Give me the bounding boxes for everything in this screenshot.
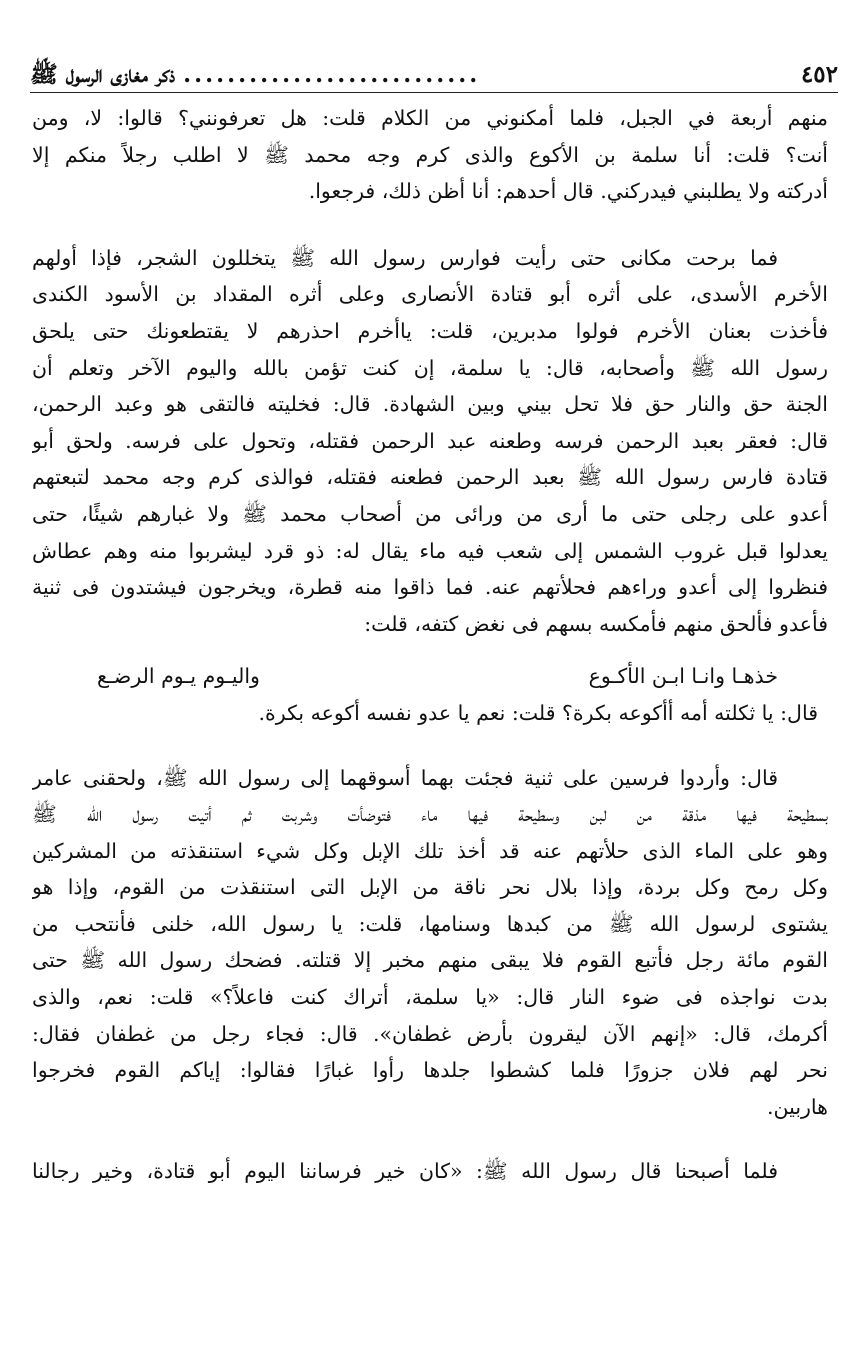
post-verse-line: قال: يا ثكلته أمه أأكوعه بكرة؟ قلت: نعم يا عدو نفسه أكوعه بكرة. (258, 700, 818, 725)
text-line: أنت؟ قلت: أنا سلمة بن الأكوع والذى كرم وجه محمد ﷺ لا اطلب رجلاً منكم إلا (32, 142, 828, 167)
text-line: فلما أصبحنا قال رسول الله ﷺ: «كان خير فرساننا اليوم أبو قتادة، وخير رجالنا (32, 1159, 778, 1184)
text-line: أدركته ولا يطلبني فيدركني. قال أحدهم: أنا أظن ذلك، فرجعوا. (308, 179, 828, 204)
text-line: قتادة فارس رسول الله ﷺ بعبد الرحمن فطعنه فقتله، فوالذى كرم وجه محمد لتبعتهم (32, 465, 828, 490)
running-header (30, 52, 838, 93)
text-line: وهو على الماء الذى حلأتهم عنه قد أخذ تلك الإبل وكل شيء استنقذته من المشركين (32, 838, 828, 863)
text-line: فأخذت بعنان الأخرم فولوا مدبرين، قلت: ياأخرم احذرهم لا يقتطعونك حتى يلحق (32, 318, 828, 343)
paragraph-3 (32, 760, 828, 1126)
text-line: يعدلوا قبل غروب الشمس إلى شعب فيه ماء يقال له: ذو قرد ليشربوا منه وهم عطاش (32, 538, 828, 563)
verse-hemistich-first: خذهـا وانـا ابـن الأكـوع (588, 664, 778, 689)
text-line: فنظروا إلى أعدو وراءهم فحلأتهم عنه. فما ذاقوا منه قطرة، ويخرجون فيشتدون فى ثنية (32, 575, 828, 600)
paragraph-2 (32, 240, 828, 643)
chapter-title: ذكر مغازى الرسول ﷺ (30, 61, 176, 88)
text-line: فما برحت مكانى حتى رأيت فوارس رسول الله ﷺ يتخللون الشجر، فإذا أولهم (32, 245, 778, 270)
paragraph-4 (32, 1153, 828, 1190)
header-leader-dots: ........................... (183, 61, 481, 88)
text-line: أكرمك، قال: «إنهم الآن ليقرون بأرض غطفان». قال: فجاء رجل من غطفان فقال: (32, 1021, 828, 1046)
text-line: رسول الله ﷺ وأصحابه، قال: يا سلمة، إن كنت تؤمن بالله واليوم الآخر وتعلم أن (32, 355, 828, 380)
paragraph-1 (32, 100, 828, 210)
page-body (32, 100, 828, 1190)
text-line: الأخرم الأسدى، على أثره أبو قتادة الأنصارى وعلى أثره المقداد بن الأسود الكندى (32, 282, 828, 307)
text-line: الجنة حق والنار حق فلا تحل بيني وبين الشهادة. قال: فخليته فالتقى هو وعبد الرحمن، (32, 392, 828, 417)
page-number: ٤٥٢ (800, 61, 838, 88)
text-line: قال: وأردوا فرسين على ثنية فجئت بهما أسوقهما إلى رسول الله ﷺ، ولحقنى عامر (32, 765, 778, 790)
text-line: نحر لهم فلان جزورًا فلما كشطوا جلدها رأوا غبارًا فقالوا: إياكم القوم فخرجوا (32, 1058, 828, 1083)
text-line: هاربين. (767, 1094, 828, 1119)
verse-hemistich-second: واليـوم يـوم الرضـع (97, 664, 260, 689)
text-line: فأعدو فألحق منهم فأمكسه بسهم فى نغض كتفه، قلت: (364, 611, 828, 636)
text-line: منهم أربعة في الجبل، فلما أمكنوني من الكلام قلت: هل تعرفونني؟ قالوا: لا، ومن (32, 106, 828, 130)
text-line: يشتوى لرسول الله ﷺ من كبدها وسنامها، قلت: يا رسول الله، خلنى فأنتحب من (32, 911, 828, 936)
text-line: القوم مائة رجل فأتبع القوم فلا يبقى منهم مخبر إلا قتلته. فضحك رسول الله ﷺ حتى (32, 948, 828, 973)
text-line: أعدو على رجلى حتى ما أرى من ورائى من أصحاب محمد ﷺ ولا غبارهم شيئًا، حتى (32, 501, 828, 526)
text-line: بسطيحة فيها مذقة من لبن وسطيحة فيها ماء فتوضأت وشربت ثم أتيت رسول الله ﷺ (32, 802, 828, 827)
text-line: قال: فعقر بعبد الرحمن فرسه وطعنه عبد الرحمن فقتله، وتحول على فرسه. ولحق أبو (32, 428, 828, 453)
text-line: وكل رمح وكل بردة، وإذا بلال نحر ناقة من الإبل التى استنقذت من القوم، وإذا هو (32, 875, 828, 900)
poetry-verse (97, 658, 778, 695)
text-line: بدت نواجذه فى ضوء النار قال: «يا سلمة، أتراك كنت فاعلاً؟» قلت: نعم، والذى (32, 985, 828, 1010)
